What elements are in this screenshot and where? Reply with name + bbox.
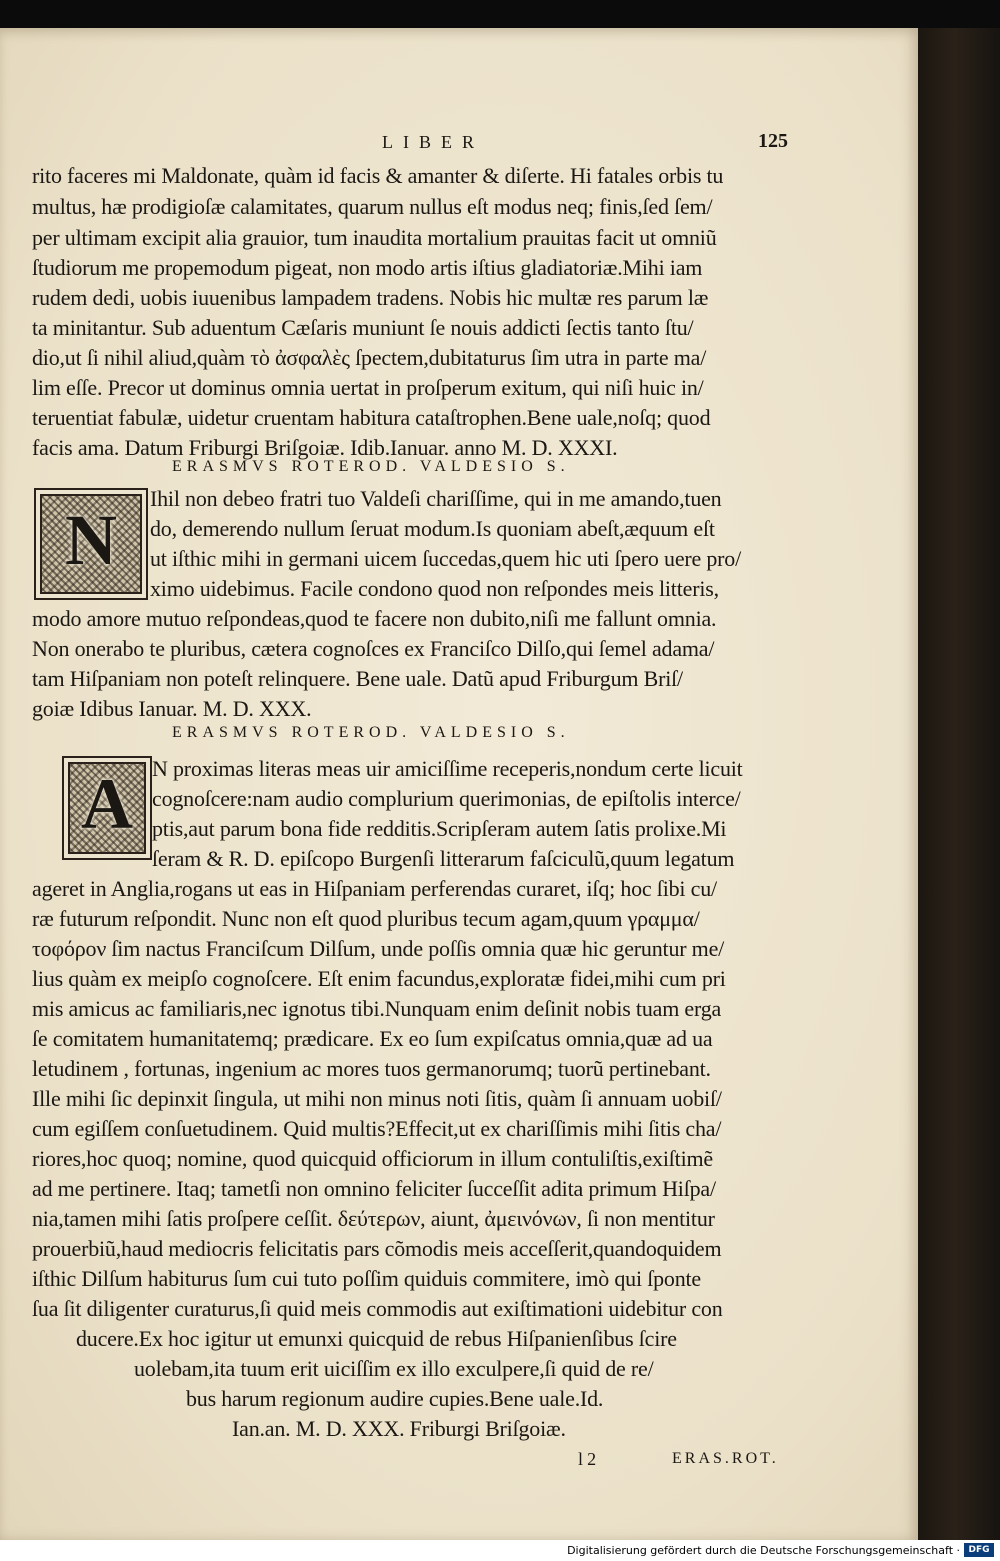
page-edge-shadow <box>918 28 1000 1540</box>
footer-credit: Digitalisierung gefördert durch die Deutsche Forschungsgemeinschaft · <box>567 1544 960 1557</box>
text-line: ageret in Anglia,rogans ut eas in Hiſpaniam perferendas curaret, iſq; hoc ſibi cu/ <box>32 876 717 901</box>
text-line: ptis,aut parum bona fide redditis.Scripſeram autem ſatis prolixe.Mi <box>152 816 727 841</box>
page-number: 125 <box>758 130 788 152</box>
text-line: uolebam,ita tuum erit uiciſſim ex illo exculpere,ſi quid de re/ <box>134 1356 654 1381</box>
text-line: rudem dedi, uobis iuuenibus lampadem tradens. Nobis hic multæ res parum læ <box>32 285 709 310</box>
text-line: ſtudiorum me propemodum pigeat, non modo artis iſtius gladiatoriæ.Mihi iam <box>32 255 703 280</box>
decorated-initial <box>62 756 152 860</box>
text-line: bus harum regionum audire cupies.Bene uale.Id. <box>186 1386 604 1411</box>
initial-letter: N <box>65 500 117 581</box>
text-line: iſthic Dilſum habiturus ſum cui tuto poſſim quiduis commitere, imò qui ſponte <box>32 1266 701 1291</box>
text-line: lius quàm ex meipſo cognoſcere. Eſt enim facundus,exploratæ fidei,mihi cum pri <box>32 966 726 991</box>
text-line: multus, hæ prodigioſæ calamitates, quarum nullus eſt modus neq; finis,ſed ſem/ <box>32 194 713 219</box>
text-line: do, demerendo nullum ſeruat modum.Is quoniam abeſt,æquum eſt <box>150 516 715 541</box>
text-line: ducere.Ex hoc igitur ut emunxi quicquid de rebus Hiſpanienſibus ſcire <box>76 1326 677 1351</box>
text-line: facis ama. Datum Friburgi Briſgoiæ. Idib.Ianuar. anno M. D. XXXI. <box>32 435 618 460</box>
running-title: LIBER <box>382 132 484 152</box>
text-line: Non onerabo te pluribus, cætera cognoſces ex Franciſco Dilſo,qui ſemel adama/ <box>32 636 715 661</box>
text-line: teruentiat fabulæ, uidetur cruentam habitura cataſtrophen.Bene uale,noſq; quod <box>32 405 711 430</box>
text-line: cognoſcere:nam audio complurium querimonias, de epiſtolis interce/ <box>152 786 741 811</box>
catchword: ERAS.ROT. <box>672 1450 779 1467</box>
text-line: ſeram & R. D. epiſcopo Burgenſi litterarum faſciculũ,quum legatum <box>152 846 735 871</box>
signature-mark: l 2 <box>578 1449 596 1469</box>
text-line: cum egiſſem conſuetudinem. Quid multis?Effecit,ut ex chariſſimis mihi ſitis cha/ <box>32 1116 722 1141</box>
text-line: dio,ut ſi nihil aliud,quàm τὸ ἀσφαλὲς ſpectem,dubitaturus ſim utra in parte ma/ <box>32 345 707 370</box>
letter-heading: ERASMVS ROTEROD. VALDESIO S. <box>172 458 570 475</box>
text-line: tam Hiſpaniam non poteſt relinquere. Bene uale. Datũ apud Friburgum Briſ/ <box>32 666 683 691</box>
text-line: prouerbiũ,haud mediocris felicitatis pars cõmodis meis acceſſerit,quandoquidem <box>32 1236 722 1261</box>
letter-heading: ERASMVS ROTEROD. VALDESIO S. <box>172 724 570 741</box>
footer-bar <box>0 1540 1000 1561</box>
text-line: letudinem , fortunas, ingenium ac mores tuos germanorumq; tuorũ pertinebant. <box>32 1056 711 1081</box>
initial-letter: A <box>81 764 133 845</box>
text-line: per ultimam excipit alia grauior, tum inaudita mortalium prauitas facit ut omniũ <box>32 225 717 250</box>
text-line: modo amore mutuo reſpondeas,quod te facere non dubito,niſi me fallunt omnia. <box>32 606 717 631</box>
text-line: mis amicus ac familiaris,nec ignotus tibi.Nunquam enim deſinit nobis tuam erga <box>32 996 722 1021</box>
text-line: goiæ Idibus Ianuar. M. D. XXX. <box>32 696 312 721</box>
text-line: τοφόρον ſim nactus Franciſcum Dilſum, unde poſſis omnia quæ hic geruntur me/ <box>32 936 725 961</box>
dfg-logo: DFG <box>964 1543 994 1557</box>
text-line: ad me pertinere. Itaq; tametſi non omnino feliciter ſucceſſit adita primum Hiſpa/ <box>32 1176 716 1201</box>
text-line: nia,tamen mihi ſatis proſpere ceſſit. δεύτερων, aiunt, ἀμεινόνων, ſi non mentitur <box>32 1206 715 1231</box>
text-line: N proximas literas meas uir amiciſſime receperis,nondum certe licuit <box>152 756 743 781</box>
text-line: ræ futurum reſpondit. Nunc non eſt quod pluribus tecum agam,quum γραμμα/ <box>32 906 700 931</box>
text-line: rito faceres mi Maldonate, quàm id facis & amanter & diſerte. Hi fatales orbis tu <box>32 163 724 188</box>
text-line: riores,hoc quoq; nomine, quod quicquid officiorum in illum contuliſtis,exiſtimẽ <box>32 1146 713 1171</box>
text-line: ſua ſit diligenter curaturus,ſi quid meis commodis aut exiſtimationi uidebitur con <box>32 1296 723 1321</box>
decorated-initial <box>34 488 148 600</box>
page-header <box>0 132 918 162</box>
text-line: ut iſthic mihi in germani uicem ſuccedas,quem hic uti ſpero uere pro/ <box>150 546 742 571</box>
text-line: ta minitantur. Sub aduentum Cæſaris muniunt ſe nouis addicti ſectis tanto ſtu/ <box>32 315 694 340</box>
text-line: ſe comitatem humanitatemq; prædicare. Ex eo ſum expiſcatus omnia,quæ ad ua <box>32 1026 713 1051</box>
text-line: Ille mihi ſic depinxit ſingula, ut mihi non minus noti ſitis, quàm ſi annuam uobiſ/ <box>32 1086 722 1111</box>
text-line: lim eſſe. Precor ut dominus omnia uertat in proſperum exitum, qui niſi huic in/ <box>32 375 704 400</box>
text-line: Ian.an. M. D. XXX. Friburgi Briſgoiæ. <box>232 1416 566 1441</box>
text-line: Ihil non debeo fratri tuo Valdeſi chariſſime, qui in me amando,tuen <box>150 486 722 511</box>
text-line: ximo uidebimus. Facile condono quod non reſpondes meis litteris, <box>150 576 719 601</box>
